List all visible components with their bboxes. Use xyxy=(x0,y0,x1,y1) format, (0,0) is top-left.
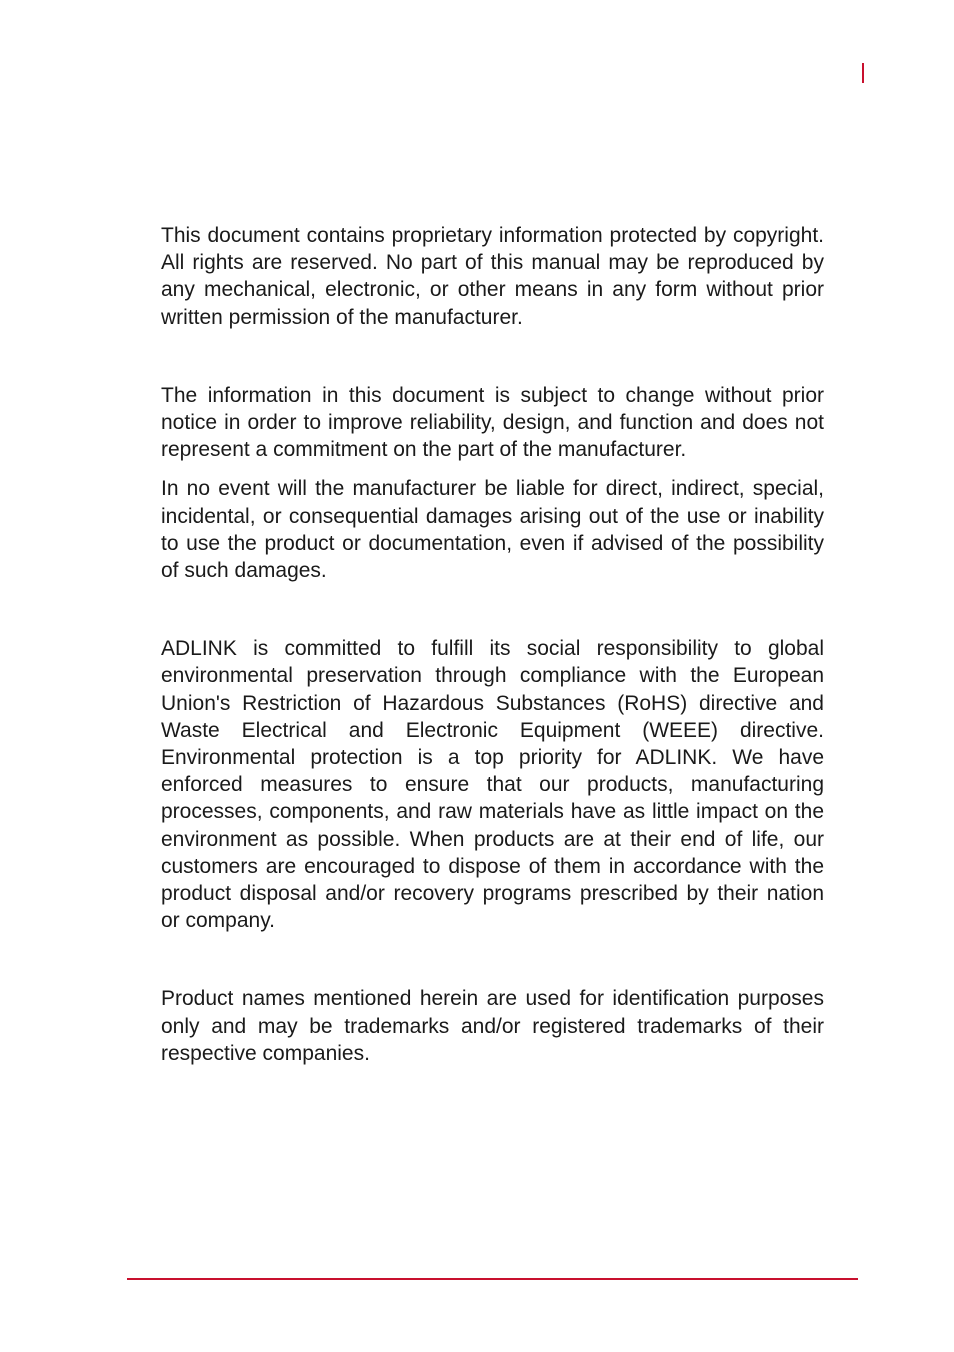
trademarks-paragraph: Product names mentioned herein are used for identification purposes only and may be trademarks and/or registered trademarks of their respective companies. xyxy=(161,987,824,1065)
disclaimer-paragraph-1: The information in this document is subject to change without prior notice in order to improve reliability, design, and function and does not represent a commitment on the part of the manufacturer. xyxy=(161,383,824,462)
environmental-paragraph: ADLINK is committed to fulfill its social responsibility to global environmental preservation through compliance with the European Union's Restriction of Hazardous Substances (RoHS) directive and Waste Electrical and Electronic Equipment (WEEE) directive. Environmental protection is a top priority for ADLINK. We have enforced measures to ensure that our products, manufacturing processes, components, and raw materials have as little impact on the environment as possible. When products are at their end of life, our customers are encouraged to dispose of them in accordance with the product disposal and/or recovery programs prescribed by their nation or company. xyxy=(161,637,824,933)
document-body xyxy=(161,222,824,1067)
header-accent-mark xyxy=(862,63,864,83)
disclaimer-paragraph-2: In no event will the manufacturer be liable for direct, indirect, special, incidental, or consequential damages arising out of the use or inability to use the product or documentation, even if advised of the possibility of such damages. xyxy=(161,477,824,583)
footer-rule xyxy=(127,1278,858,1280)
copyright-paragraph: This document contains proprietary information protected by copyright. All rights are reserved. No part of this manual may be reproduced by any mechanical, electronic, or other means in any form without prior written permission of the manufacturer. xyxy=(161,224,824,329)
